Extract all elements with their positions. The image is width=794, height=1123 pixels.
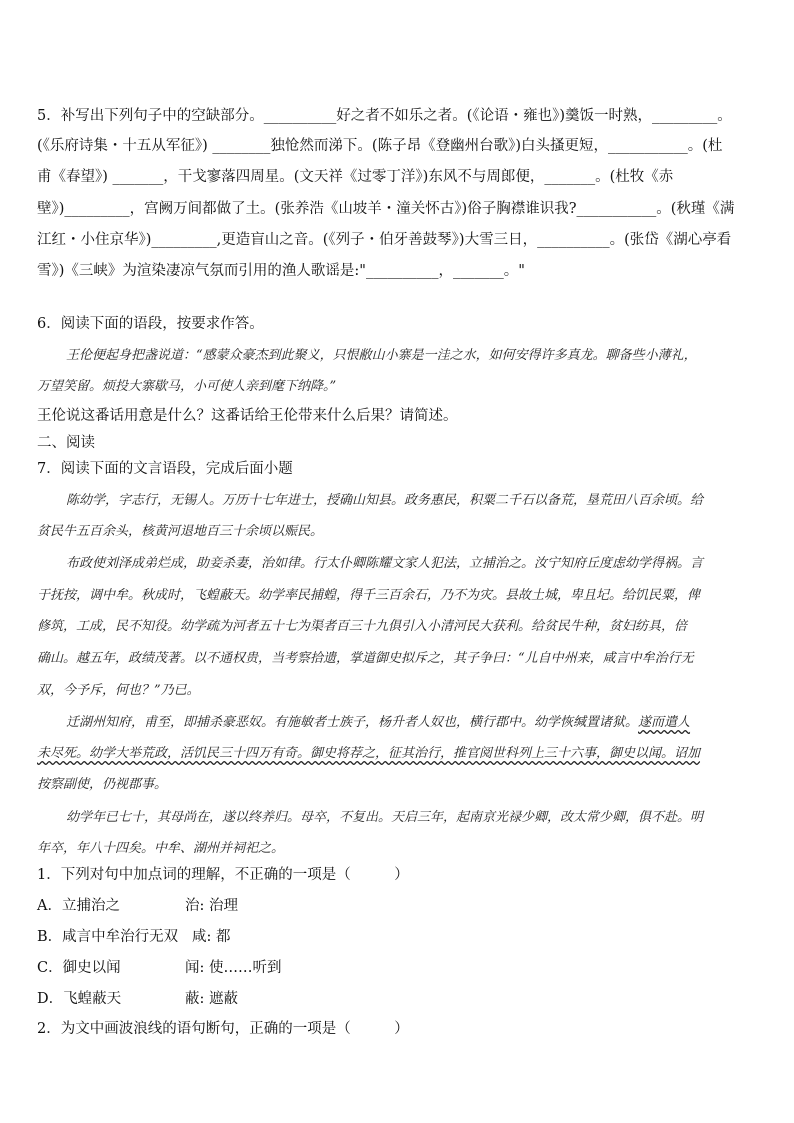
passage-line-10: 按察副使，仍视郡事。 bbox=[37, 777, 168, 792]
option-b bbox=[37, 925, 337, 946]
passage-line-5: 修筑，工成，民不知役。幼学疏为河者五十七为渠者百三十九俱引入小清河民大获利。给贫民牛种，贫妇纺具，倍 bbox=[37, 619, 688, 634]
passage-line-4: 于抚按，调中牟。秋成时，飞蝗蔽天。幼学率民捕蝗，得千三百余石，乃不为灾。县故土城，卑且圮。给饥民粟，俾 bbox=[37, 588, 701, 603]
passage-line-11: 幼学年已七十，其母尚在，遂以终养归。母卒，不复出。天启三年，起南京光禄少卿，改太常少卿，俱不赴。明 bbox=[66, 810, 704, 825]
option-a bbox=[37, 894, 337, 915]
option-d-meaning: 蔽: 遮蔽 bbox=[185, 991, 238, 1007]
wavy-underlined-sentence: 未尽死。幼学大举荒政，活饥民三十四万有奇。御史将荐之，征其治行，推官阅世科列上三十六事，御史以闻。诏加 bbox=[37, 746, 701, 761]
option-a-meaning: 治: 治理 bbox=[185, 898, 238, 914]
wavy-underlined-sentence-start: 遂而遣人 bbox=[638, 715, 691, 730]
q5-line-4: 壁》)_________，宫阙万间都做了土。(张养浩《山坡羊・潼关怀古》)俗子胸襟谁识我?___________。(秋瑾《满 bbox=[37, 201, 735, 217]
sub-question-1: 1．下列对句中加点词的理解，不正确的一项是（ ） bbox=[37, 867, 409, 883]
q6-prompt: 6．阅读下面的语段，按要求作答。 bbox=[37, 316, 264, 332]
option-c bbox=[37, 956, 337, 977]
sub-question-2: 2．为文中画波浪线的语句断句，正确的一项是（ ） bbox=[37, 1021, 409, 1037]
passage-line-7: 双，今予斥，何也？”乃已。 bbox=[37, 683, 200, 698]
passage-line-2: 贫民牛五百余头，核黄河退地百三十余顷以赈民。 bbox=[37, 524, 324, 539]
q5-line-2: (《乐府诗集・十五从军征》) ________独怆然而涕下。(陈子昂《登幽州台歌》)白头搔更短，___________。(杜 bbox=[37, 138, 723, 154]
option-a-text: A．立捕治之 bbox=[37, 898, 120, 914]
q5-line-5: 江红・小住京华》)_________,更造盲山之音。(《列子・伯牙善鼓琴》)大雪三日，__________。(张岱《湖心亭看 bbox=[37, 232, 732, 248]
passage-line-1: 陈幼学，字志行，无锡人。万历十七年进士，授确山知县。政务惠民，积粟二千石以备荒，垦荒田八百余顷。给 bbox=[66, 493, 704, 508]
option-c-text: C．御史以闻 bbox=[37, 960, 121, 976]
passage-line-8 bbox=[66, 711, 690, 730]
section-heading: 二、阅读 bbox=[37, 435, 95, 451]
passage-line-8-text: 迁湖州知府，甫至，即捕杀豪恶奴。有施敏者士族子，杨升者人奴也，横行郡中。幼学恢缄置诸狱。 bbox=[66, 715, 639, 730]
q5-line-6: 雪》)《三峡》为渲染凄凉气氛而引用的渔人歌谣是:"__________，_______。" bbox=[37, 263, 525, 279]
q5-line-1: 5．补写出下列句子中的空缺部分。__________好之者不如乐之者。(《论语・雍也》)羹饭一时熟，_________。 bbox=[37, 108, 732, 124]
passage-line-12: 年卒，年八十四矣。中牟、湖州并祠祀之。 bbox=[37, 841, 285, 856]
passage-line-3: 布政使刘泽成弟烂成，助妾杀妻，治如律。行太仆卿陈耀文家人犯法，立捕治之。汝宁知府丘度虑幼学得祸。言 bbox=[66, 556, 704, 571]
option-d bbox=[37, 987, 337, 1008]
option-c-meaning: 闻: 使……听到 bbox=[185, 960, 282, 976]
q5-line-3: 甫《春望》) _______，干戈寥落四周星。(文天祥《过零丁洋》)东风不与周郎便，_______。(杜牧《赤 bbox=[37, 169, 674, 185]
q6-quote-line-2: 万望笑留。烦投大寨歇马，小可使人亲到麾下纳降。” bbox=[37, 379, 337, 394]
q6-question: 王伦说这番话用意是什么？这番话给王伦带来什么后果？请简述。 bbox=[37, 408, 458, 424]
passage-line-6: 确山。越五年，政绩茂著。以不通权贵，当考察拾遗，掌道御史拟斥之，其子争曰：“儿自中州来，咸言中牟治行无 bbox=[37, 651, 694, 666]
q7-prompt: 7．阅读下面的文言语段，完成后面小题 bbox=[37, 461, 293, 477]
passage-line-9 bbox=[37, 742, 700, 761]
q6-quote-line-1: 王伦便起身把盏说道：“感蒙众豪杰到此聚义，只恨敝山小寨是一洼之水，如何安得许多真龙。聊备些小薄礼， bbox=[66, 348, 697, 363]
option-b-meaning: 咸: 都 bbox=[192, 929, 231, 945]
option-b-text: B．咸言中牟治行无双 bbox=[37, 929, 179, 945]
option-d-text: D．飞蝗蔽天 bbox=[37, 991, 122, 1007]
